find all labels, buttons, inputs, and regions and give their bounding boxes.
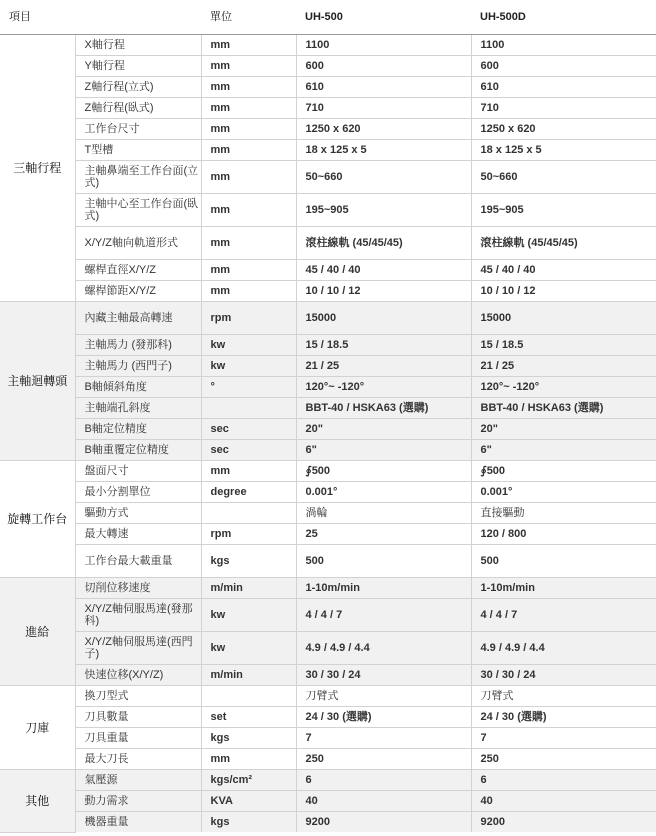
table-row: [0, 398, 656, 419]
unit-cell: mm: [201, 98, 296, 119]
value-a: 500: [296, 545, 471, 578]
spec-group: [0, 461, 656, 578]
value-a: 30 / 30 / 24: [296, 665, 471, 686]
unit-cell: sec: [201, 440, 296, 461]
unit-cell: [201, 398, 296, 419]
value-a: 24 / 30 (選購): [296, 707, 471, 728]
spec-group: [0, 302, 656, 461]
value-b: 9200: [471, 812, 656, 833]
table-row: [0, 686, 656, 707]
spec-group: [0, 35, 656, 302]
value-b: 1-10m/min: [471, 578, 656, 599]
value-a: 1-10m/min: [296, 578, 471, 599]
value-b: 610: [471, 77, 656, 98]
group-label: 刀庫: [0, 686, 75, 770]
item-name: 機器重量: [75, 812, 201, 833]
value-b: 18 x 125 x 5: [471, 140, 656, 161]
value-b: 120°~ -120°: [471, 377, 656, 398]
value-b: 40: [471, 791, 656, 812]
item-name: 最大轉速: [75, 524, 201, 545]
spec-group: [0, 770, 656, 833]
value-b: 20": [471, 419, 656, 440]
value-a: 6: [296, 770, 471, 791]
table-row: [0, 599, 656, 632]
value-a: 15000: [296, 302, 471, 335]
group-label: 主軸迴轉頭: [0, 302, 75, 461]
value-b: 7: [471, 728, 656, 749]
group-label: 其他: [0, 770, 75, 833]
header-model-a: UH-500: [296, 0, 471, 35]
value-b: 24 / 30 (選購): [471, 707, 656, 728]
unit-cell: kw: [201, 335, 296, 356]
table-row: [0, 728, 656, 749]
item-name: 主軸端孔斜度: [75, 398, 201, 419]
table-row: [0, 707, 656, 728]
value-a: 250: [296, 749, 471, 770]
value-a: 15 / 18.5: [296, 335, 471, 356]
value-b: 21 / 25: [471, 356, 656, 377]
unit-cell: mm: [201, 194, 296, 227]
unit-cell: mm: [201, 461, 296, 482]
item-name: 螺桿直徑X/Y/Z: [75, 260, 201, 281]
value-b: 10 / 10 / 12: [471, 281, 656, 302]
value-a: 1100: [296, 35, 471, 56]
table-row: [0, 302, 656, 335]
value-a: 50~660: [296, 161, 471, 194]
item-name: 內藏主軸最高轉速: [75, 302, 201, 335]
table-row: [0, 419, 656, 440]
value-b: 6": [471, 440, 656, 461]
table-row: [0, 791, 656, 812]
table-row: [0, 194, 656, 227]
value-b: 4.9 / 4.9 / 4.4: [471, 632, 656, 665]
header-row: [0, 0, 656, 35]
group-label: 旋轉工作台: [0, 461, 75, 578]
value-b: BBT-40 / HSKA63 (選購): [471, 398, 656, 419]
item-name: Y軸行程: [75, 56, 201, 77]
value-a: 25: [296, 524, 471, 545]
item-name: 快速位移(X/Y/Z): [75, 665, 201, 686]
item-name: B軸傾斜角度: [75, 377, 201, 398]
unit-cell: rpm: [201, 524, 296, 545]
table-row: [0, 260, 656, 281]
table-row: [0, 578, 656, 599]
unit-cell: [201, 686, 296, 707]
unit-cell: rpm: [201, 302, 296, 335]
item-name: 主軸中心至工作台面(臥式): [75, 194, 201, 227]
table-row: [0, 356, 656, 377]
table-row: [0, 281, 656, 302]
value-a: 40: [296, 791, 471, 812]
unit-cell: kgs/cm²: [201, 770, 296, 791]
table-row: [0, 77, 656, 98]
unit-cell: mm: [201, 161, 296, 194]
table-row: [0, 440, 656, 461]
unit-cell: m/min: [201, 578, 296, 599]
value-a: 610: [296, 77, 471, 98]
item-name: 驅動方式: [75, 503, 201, 524]
value-b: 600: [471, 56, 656, 77]
value-a: 4 / 4 / 7: [296, 599, 471, 632]
item-name: X/Y/Z軸伺服馬達(發那科): [75, 599, 201, 632]
value-b: 刀臂式: [471, 686, 656, 707]
table-row: [0, 98, 656, 119]
group-label: 進給: [0, 578, 75, 686]
table-row: [0, 461, 656, 482]
unit-cell: KVA: [201, 791, 296, 812]
table-row: [0, 665, 656, 686]
unit-cell: degree: [201, 482, 296, 503]
value-b: 0.001°: [471, 482, 656, 503]
header-model-b: UH-500D: [471, 0, 656, 35]
item-name: 工作台最大載重量: [75, 545, 201, 578]
group-label: 三軸行程: [0, 35, 75, 302]
unit-cell: sec: [201, 419, 296, 440]
value-a: 9200: [296, 812, 471, 833]
value-b: 15 / 18.5: [471, 335, 656, 356]
unit-cell: mm: [201, 281, 296, 302]
unit-cell: °: [201, 377, 296, 398]
value-a: 18 x 125 x 5: [296, 140, 471, 161]
table-row: [0, 119, 656, 140]
value-b: 直接驅動: [471, 503, 656, 524]
table-row: [0, 545, 656, 578]
value-b: 45 / 40 / 40: [471, 260, 656, 281]
item-name: 主軸馬力 (西門子): [75, 356, 201, 377]
unit-cell: mm: [201, 749, 296, 770]
item-name: X軸行程: [75, 35, 201, 56]
item-name: 切削位移速度: [75, 578, 201, 599]
value-b: 30 / 30 / 24: [471, 665, 656, 686]
header-unit: 單位: [201, 0, 296, 35]
item-name: 工作台尺寸: [75, 119, 201, 140]
value-b: 15000: [471, 302, 656, 335]
value-a: 6": [296, 440, 471, 461]
value-a: 710: [296, 98, 471, 119]
value-b: 120 / 800: [471, 524, 656, 545]
value-b: 50~660: [471, 161, 656, 194]
value-a: 195~905: [296, 194, 471, 227]
item-name: Z軸行程(臥式): [75, 98, 201, 119]
unit-cell: set: [201, 707, 296, 728]
value-a: 20": [296, 419, 471, 440]
item-name: 換刀型式: [75, 686, 201, 707]
unit-cell: kw: [201, 632, 296, 665]
table-row: [0, 56, 656, 77]
value-b: 710: [471, 98, 656, 119]
table-row: [0, 770, 656, 791]
table-row: [0, 140, 656, 161]
value-a: 0.001°: [296, 482, 471, 503]
item-name: B軸重覆定位精度: [75, 440, 201, 461]
header-item: 項目: [0, 0, 201, 35]
item-name: Z軸行程(立式): [75, 77, 201, 98]
value-a: ∮500: [296, 461, 471, 482]
table-row: [0, 812, 656, 833]
table-row: [0, 161, 656, 194]
table-row: [0, 227, 656, 260]
value-a: 7: [296, 728, 471, 749]
spec-group: [0, 578, 656, 686]
unit-cell: mm: [201, 35, 296, 56]
value-b: 6: [471, 770, 656, 791]
value-b: 1250 x 620: [471, 119, 656, 140]
item-name: 主軸鼻端至工作台面(立式): [75, 161, 201, 194]
unit-cell: mm: [201, 77, 296, 98]
item-name: 刀具重量: [75, 728, 201, 749]
table-row: [0, 632, 656, 665]
value-b: 4 / 4 / 7: [471, 599, 656, 632]
value-a: 刀臂式: [296, 686, 471, 707]
table-row: [0, 524, 656, 545]
item-name: B軸定位精度: [75, 419, 201, 440]
item-name: 最大刀長: [75, 749, 201, 770]
unit-cell: kgs: [201, 812, 296, 833]
unit-cell: mm: [201, 56, 296, 77]
item-name: 盤面尺寸: [75, 461, 201, 482]
table-row: [0, 35, 656, 56]
value-a: 滾柱線軌 (45/45/45): [296, 227, 471, 260]
table-row: [0, 749, 656, 770]
table-row: [0, 503, 656, 524]
unit-cell: kgs: [201, 545, 296, 578]
value-b: ∮500: [471, 461, 656, 482]
unit-cell: mm: [201, 227, 296, 260]
unit-cell: kw: [201, 599, 296, 632]
item-name: 刀具數量: [75, 707, 201, 728]
table-row: [0, 482, 656, 503]
value-b: 滾柱線軌 (45/45/45): [471, 227, 656, 260]
table-row: [0, 377, 656, 398]
item-name: 主軸馬力 (發那科): [75, 335, 201, 356]
unit-cell: kgs: [201, 728, 296, 749]
item-name: 氣壓源: [75, 770, 201, 791]
unit-cell: mm: [201, 119, 296, 140]
value-a: BBT-40 / HSKA63 (選購): [296, 398, 471, 419]
unit-cell: [201, 503, 296, 524]
spec-group: [0, 686, 656, 770]
table-row: [0, 335, 656, 356]
value-a: 4.9 / 4.9 / 4.4: [296, 632, 471, 665]
value-a: 渦輪: [296, 503, 471, 524]
value-b: 250: [471, 749, 656, 770]
item-name: 最小分割單位: [75, 482, 201, 503]
unit-cell: m/min: [201, 665, 296, 686]
value-a: 120°~ -120°: [296, 377, 471, 398]
item-name: X/Y/Z軸伺服馬達(西門子): [75, 632, 201, 665]
value-a: 45 / 40 / 40: [296, 260, 471, 281]
item-name: X/Y/Z軸向軌道形式: [75, 227, 201, 260]
value-b: 1100: [471, 35, 656, 56]
value-a: 21 / 25: [296, 356, 471, 377]
unit-cell: mm: [201, 260, 296, 281]
value-a: 1250 x 620: [296, 119, 471, 140]
item-name: 動力需求: [75, 791, 201, 812]
unit-cell: mm: [201, 140, 296, 161]
value-b: 195~905: [471, 194, 656, 227]
item-name: 螺桿節距X/Y/Z: [75, 281, 201, 302]
item-name: T型槽: [75, 140, 201, 161]
value-b: 500: [471, 545, 656, 578]
unit-cell: kw: [201, 356, 296, 377]
value-a: 600: [296, 56, 471, 77]
value-a: 10 / 10 / 12: [296, 281, 471, 302]
